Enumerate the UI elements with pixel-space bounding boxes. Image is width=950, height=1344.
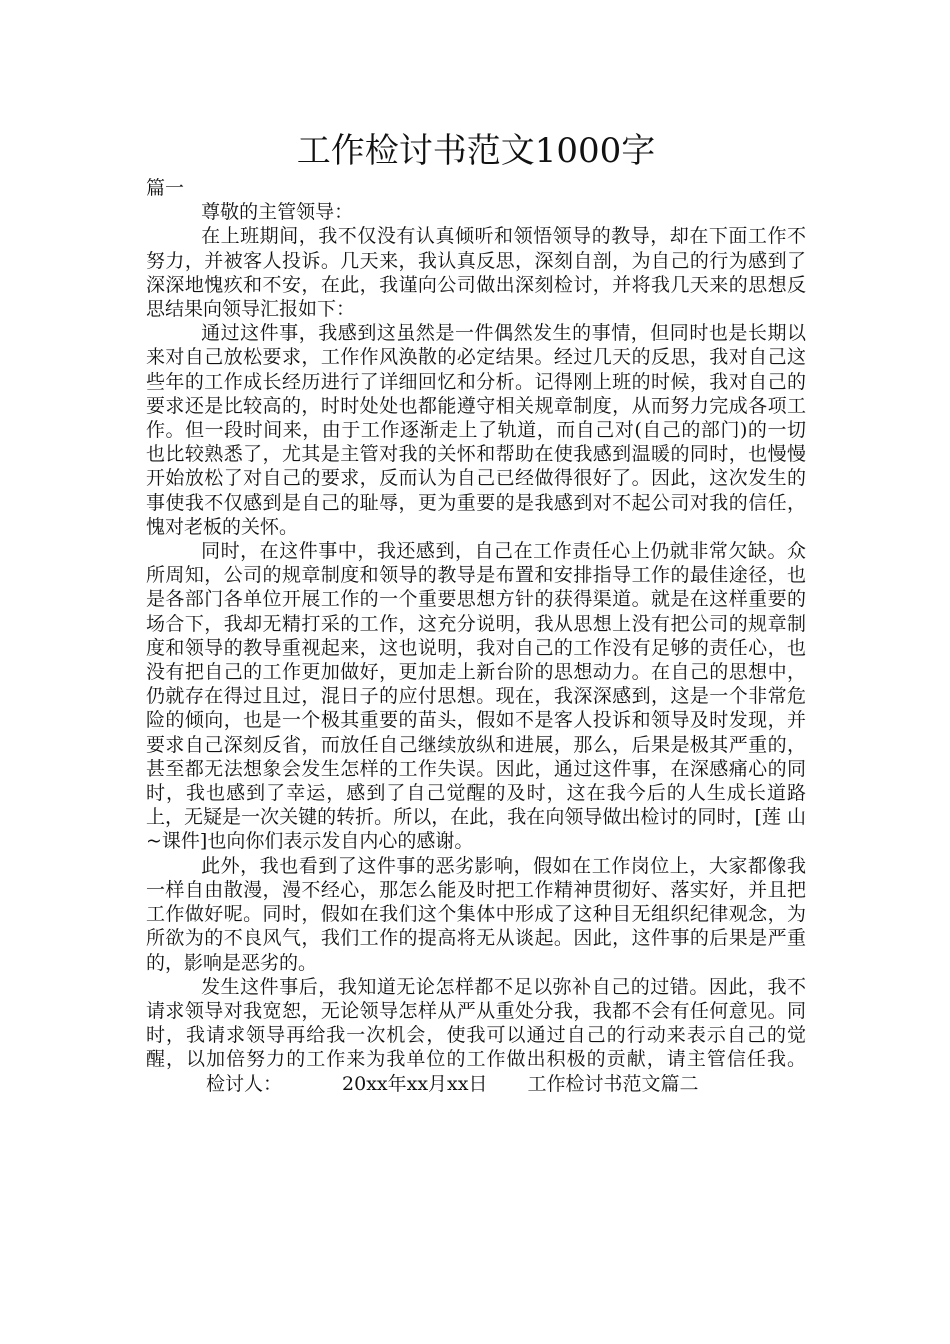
signature-date: 20xx年xx月xx日	[342, 1072, 488, 1095]
closing-paragraph	[146, 975, 806, 1096]
paragraph-3: 同时，在这件事中，我还感到，自己在工作责任心上仍就非常欠缺。众所周知，公司的规章制度和领导的教导是布置和安排指导工作的最佳途径，也是各部门各单位开展工作的一个重要思想方针的获得渠道。就是在这样重要的场合下，我却无精打采的工作，这充分说明，我从思想上没有把公司的规章制度和领导的教导重视起来，这也说明，我对自己的工作没有足够的责任心，也没有把自己的工作更加做好，更加走上新台阶的思想动力。在自己的思想中，仍就存在得过且过，混日子的应付思想。现在，我深深感到，这是一个非常危险的倾向，也是一个极其重要的苗头，假如不是客人投诉和领导及时发现，并要求自己深刻反省，而放任自己继续放纵和进展，那么，后果是极其严重的，甚至都无法想象会发生怎样的工作失误。因此，通过这件事，在深感痛心的同时，我也感到了幸运，感到了自己觉醒的及时，这在我今后的人生成长道路上，无疑是一次关键的转折。所以，在此，我在向领导做出检讨的同时，[莲 山~课件]也向你们表示发自内心的感谢。	[146, 540, 806, 853]
next-section-title: 工作检讨书范文篇二	[527, 1072, 699, 1095]
paragraph-4: 此外，我也看到了这件事的恶劣影响，假如在工作岗位上，大家都像我一样自由散漫，漫不经心，那怎么能及时把工作精神贯彻好、落实好，并且把工作做好呢。同时，假如在我们这个集体中形成了这种目无组织纪律观念，为所欲为的不良风气，我们工作的提高将无从谈起。因此，这件事的后果是严重的，影响是恶劣的。	[146, 854, 806, 974]
paragraph-2: 通过这件事，我感到这虽然是一件偶然发生的事情，但同时也是长期以来对自己放松要求，工作作风涣散的必定结果。经过几天的反思，我对自己这些年的工作成长经历进行了详细回忆和分析。记得刚上班的时候，我对自己的要求还是比较高的，时时处处也都能遵守相关规章制度，从而努力完成各项工作。但一段时间来，由于工作逐渐走上了轨道，而自己对(自己的部门)的一切也比较熟悉了，尤其是主管对我的关怀和帮助在使我感到温暖的同时，也慢慢开始放松了对自己的要求，反而认为自己已经做得很好了。因此，这次发生的事使我不仅感到是自己的耻辱，更为重要的是我感到对不起公司对我的信任，愧对老板的关怀。	[146, 322, 806, 538]
document-title: 工作检讨书范文1000字	[296, 131, 656, 171]
closing-text: 发生这件事后，我知道无论怎样都不足以弥补自己的过错。因此，我不请求领导对我宽恕，无论领导怎样从严从重处分我，我都不会有任何意见。同时，我请求领导再给我一次机会，使我可以通过自己的行动来表示自己的觉醒，以加倍努力的工作来为我单位的工作做出积极的贡献，请主管信任我。	[146, 975, 806, 1071]
document-page	[146, 128, 806, 1096]
signer-label: 检讨人：	[206, 1072, 283, 1095]
paragraph-1: 在上班期间，我不仅没有认真倾听和领悟领导的教导，却在下面工作不努力，并被客人投诉。几天来，我认真反思，深刻自剖，为自己的行为感到了深深地愧疚和不安，在此，我谨向公司做出深刻检讨，并将我几天来的思想反思结果向领导汇报如下：	[146, 225, 806, 321]
section-label: 篇一	[146, 177, 185, 199]
greeting: 尊敬的主管领导：	[201, 201, 354, 224]
